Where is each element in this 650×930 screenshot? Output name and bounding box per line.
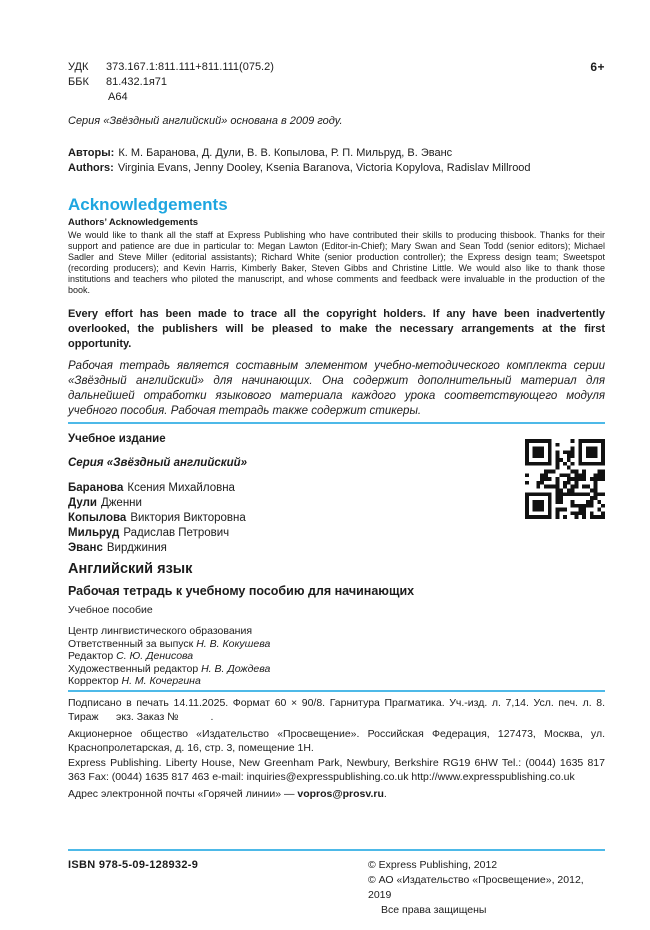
staff-line <box>68 675 605 688</box>
staff-person: Н. М. Кочергина <box>121 675 201 688</box>
edition-author-row <box>68 526 605 541</box>
author-surname: Дули <box>68 497 97 509</box>
isbn: ISBN 978-5-09-128932-9 <box>68 859 199 872</box>
authors-en-label: Authors: <box>68 162 114 174</box>
edition-section <box>68 432 605 688</box>
print-info: Подписано в печать 14.11.2025. Формат 60 × 90/8. Гарнитура Прагматика. Уч.-изд. л. 7,14. Усл. печ. л. 8. Тираж экз. Заказ № . <box>68 696 605 724</box>
series-founded-note: Серия «Звёздный английский» основана в 2009 году. <box>68 115 343 127</box>
staff-line <box>68 650 605 663</box>
staff-line <box>68 638 605 651</box>
author-surname: Баранова <box>68 482 124 494</box>
hotline-prefix: Адрес электронной почты «Горячей линии» — <box>68 787 298 800</box>
publisher-ru: Акционерное общество «Издательство «Просвещение». Российская Федерация, 127473, Москва, ул. Краснопролетарская, д. 16, стр. 3, помещение 1Н. <box>68 727 605 755</box>
hotline-suffix: . <box>383 787 387 800</box>
udk-line <box>68 60 605 75</box>
author-name: Ксения Михайловна <box>127 482 235 494</box>
authors-ru-names: К. М. Баранова, Д. Дули, В. В. Копылова, Р. П. Мильруд, В. Эванс <box>118 147 453 159</box>
publisher-en: Express Publishing. Liberty House, New Greenham Park, Newbury, Berkshire RG19 6HW Tel.: (0044) 1635 817 363 Fax: (0044) 1635 817 463 e-mail: inquiries@expresspublishing.co.uk http://www.expresspublishing.co.uk <box>68 756 605 784</box>
acknowledgements-body: We would like to thank all the staff at Express Publishing who have contributed their skills to producing thisbook. Thanks for their support and patience are due in particular to: Megan Lawton (Editor-in-Chief); Mary Swan and Sean Todd (senior editors); Michael Sadler and Steve Miller (editorial assistants); Richard White (senior production controller); the Express design team; Sweetspot (recording producers); and Kevin Harris, Kimberly Baker, Steven Gibbs and Christine Little. We would also like to thank those institutions and teachers who piloted the manuscript, and whose comments and feedback were invaluable in the production of the book. <box>68 230 605 295</box>
qr-code <box>525 439 605 519</box>
authors-block <box>68 146 605 176</box>
author-name: Вирджиния <box>106 542 167 554</box>
authors-en-names: Virginia Evans, Jenny Dooley, Ksenia Baranova, Victoria Kopylova, Radislav Millrood <box>117 162 531 174</box>
staff-role: Ответственный за выпуск <box>68 637 197 650</box>
staff-person: Н. В. Дождева <box>201 662 271 675</box>
divider-rule-bottom <box>68 849 605 851</box>
staff-person: Н. В. Кокушева <box>196 637 271 650</box>
copyright-express: © Express Publishing, 2012 <box>368 859 498 872</box>
annotation-paragraph: Рабочая тетрадь является составным элементом учебно-методического комплекта серии «Звёздный английский» для начинающих. Она содержит дополнительный материал для дальнейшей отработки языкового материала каждого урока соответствующего модуля учебного пособия. Рабочая тетрадь также содержит стикеры. <box>68 360 605 417</box>
author-surname: Мильруд <box>68 527 120 539</box>
book-title: Рабочая тетрадь к учебному пособию для начинающих <box>68 584 415 598</box>
staff-list <box>68 625 605 688</box>
authors-ru-line <box>68 146 605 161</box>
footer-row <box>68 858 605 918</box>
hotline-email: vopros@prosv.ru <box>297 787 384 800</box>
author-name: Виктория Викторовна <box>130 512 246 524</box>
rights-reserved: Все права защищены <box>381 904 487 917</box>
edition-author-row <box>68 541 605 556</box>
staff-role: Корректор <box>68 675 122 688</box>
staff-person: С. Ю. Денисова <box>116 650 194 663</box>
bbk-line <box>68 75 605 90</box>
staff-line <box>68 663 605 676</box>
acknowledgements-heading: Acknowledgements <box>68 195 228 214</box>
hotline-line <box>68 787 605 802</box>
copyright-block <box>368 858 605 918</box>
imprint-section <box>68 696 605 802</box>
udk-label: УДК <box>68 61 89 73</box>
copyright-prosveshchenie: © АО «Издательство «Просвещение», 2012, 2019 <box>368 874 584 902</box>
author-surname: Копылова <box>68 512 127 524</box>
staff-role: Художественный редактор <box>68 662 202 675</box>
acknowledgements-subheading: Authors’ Acknowledgements <box>68 217 199 228</box>
edition-kind: Учебное издание <box>68 433 166 445</box>
age-rating-badge: 6+ <box>590 60 605 74</box>
author-sign: А64 <box>108 91 128 103</box>
staff-center-line: Центр лингвистического образования <box>68 625 253 637</box>
copyright-notice: Every effort has been made to trace all the copyright holders. If any have been inadvertently overlooked, the publishers will be pleased to make the necessary arrangements at the first opportunity. <box>68 308 605 350</box>
divider-rule-top <box>68 422 605 424</box>
book-subtitle: Учебное пособие <box>68 604 153 616</box>
bbk-value: 81.432.1я71 <box>106 76 168 88</box>
authors-ru-label: Авторы: <box>68 147 115 159</box>
author-name: Дженни <box>100 497 142 509</box>
author-name: Радислав Петрович <box>123 527 230 539</box>
edition-series: Серия «Звёздный английский» <box>68 457 248 469</box>
cataloguing-block <box>68 60 605 105</box>
udk-value: 373.167.1:811.111+811.111(075.2) <box>106 61 274 73</box>
authors-en-line <box>68 161 605 176</box>
bbk-label: ББК <box>68 76 89 88</box>
subject-title: Английский язык <box>68 561 193 577</box>
staff-role: Редактор <box>68 650 117 663</box>
author-surname: Эванс <box>68 542 103 554</box>
divider-rule-middle <box>68 690 605 692</box>
